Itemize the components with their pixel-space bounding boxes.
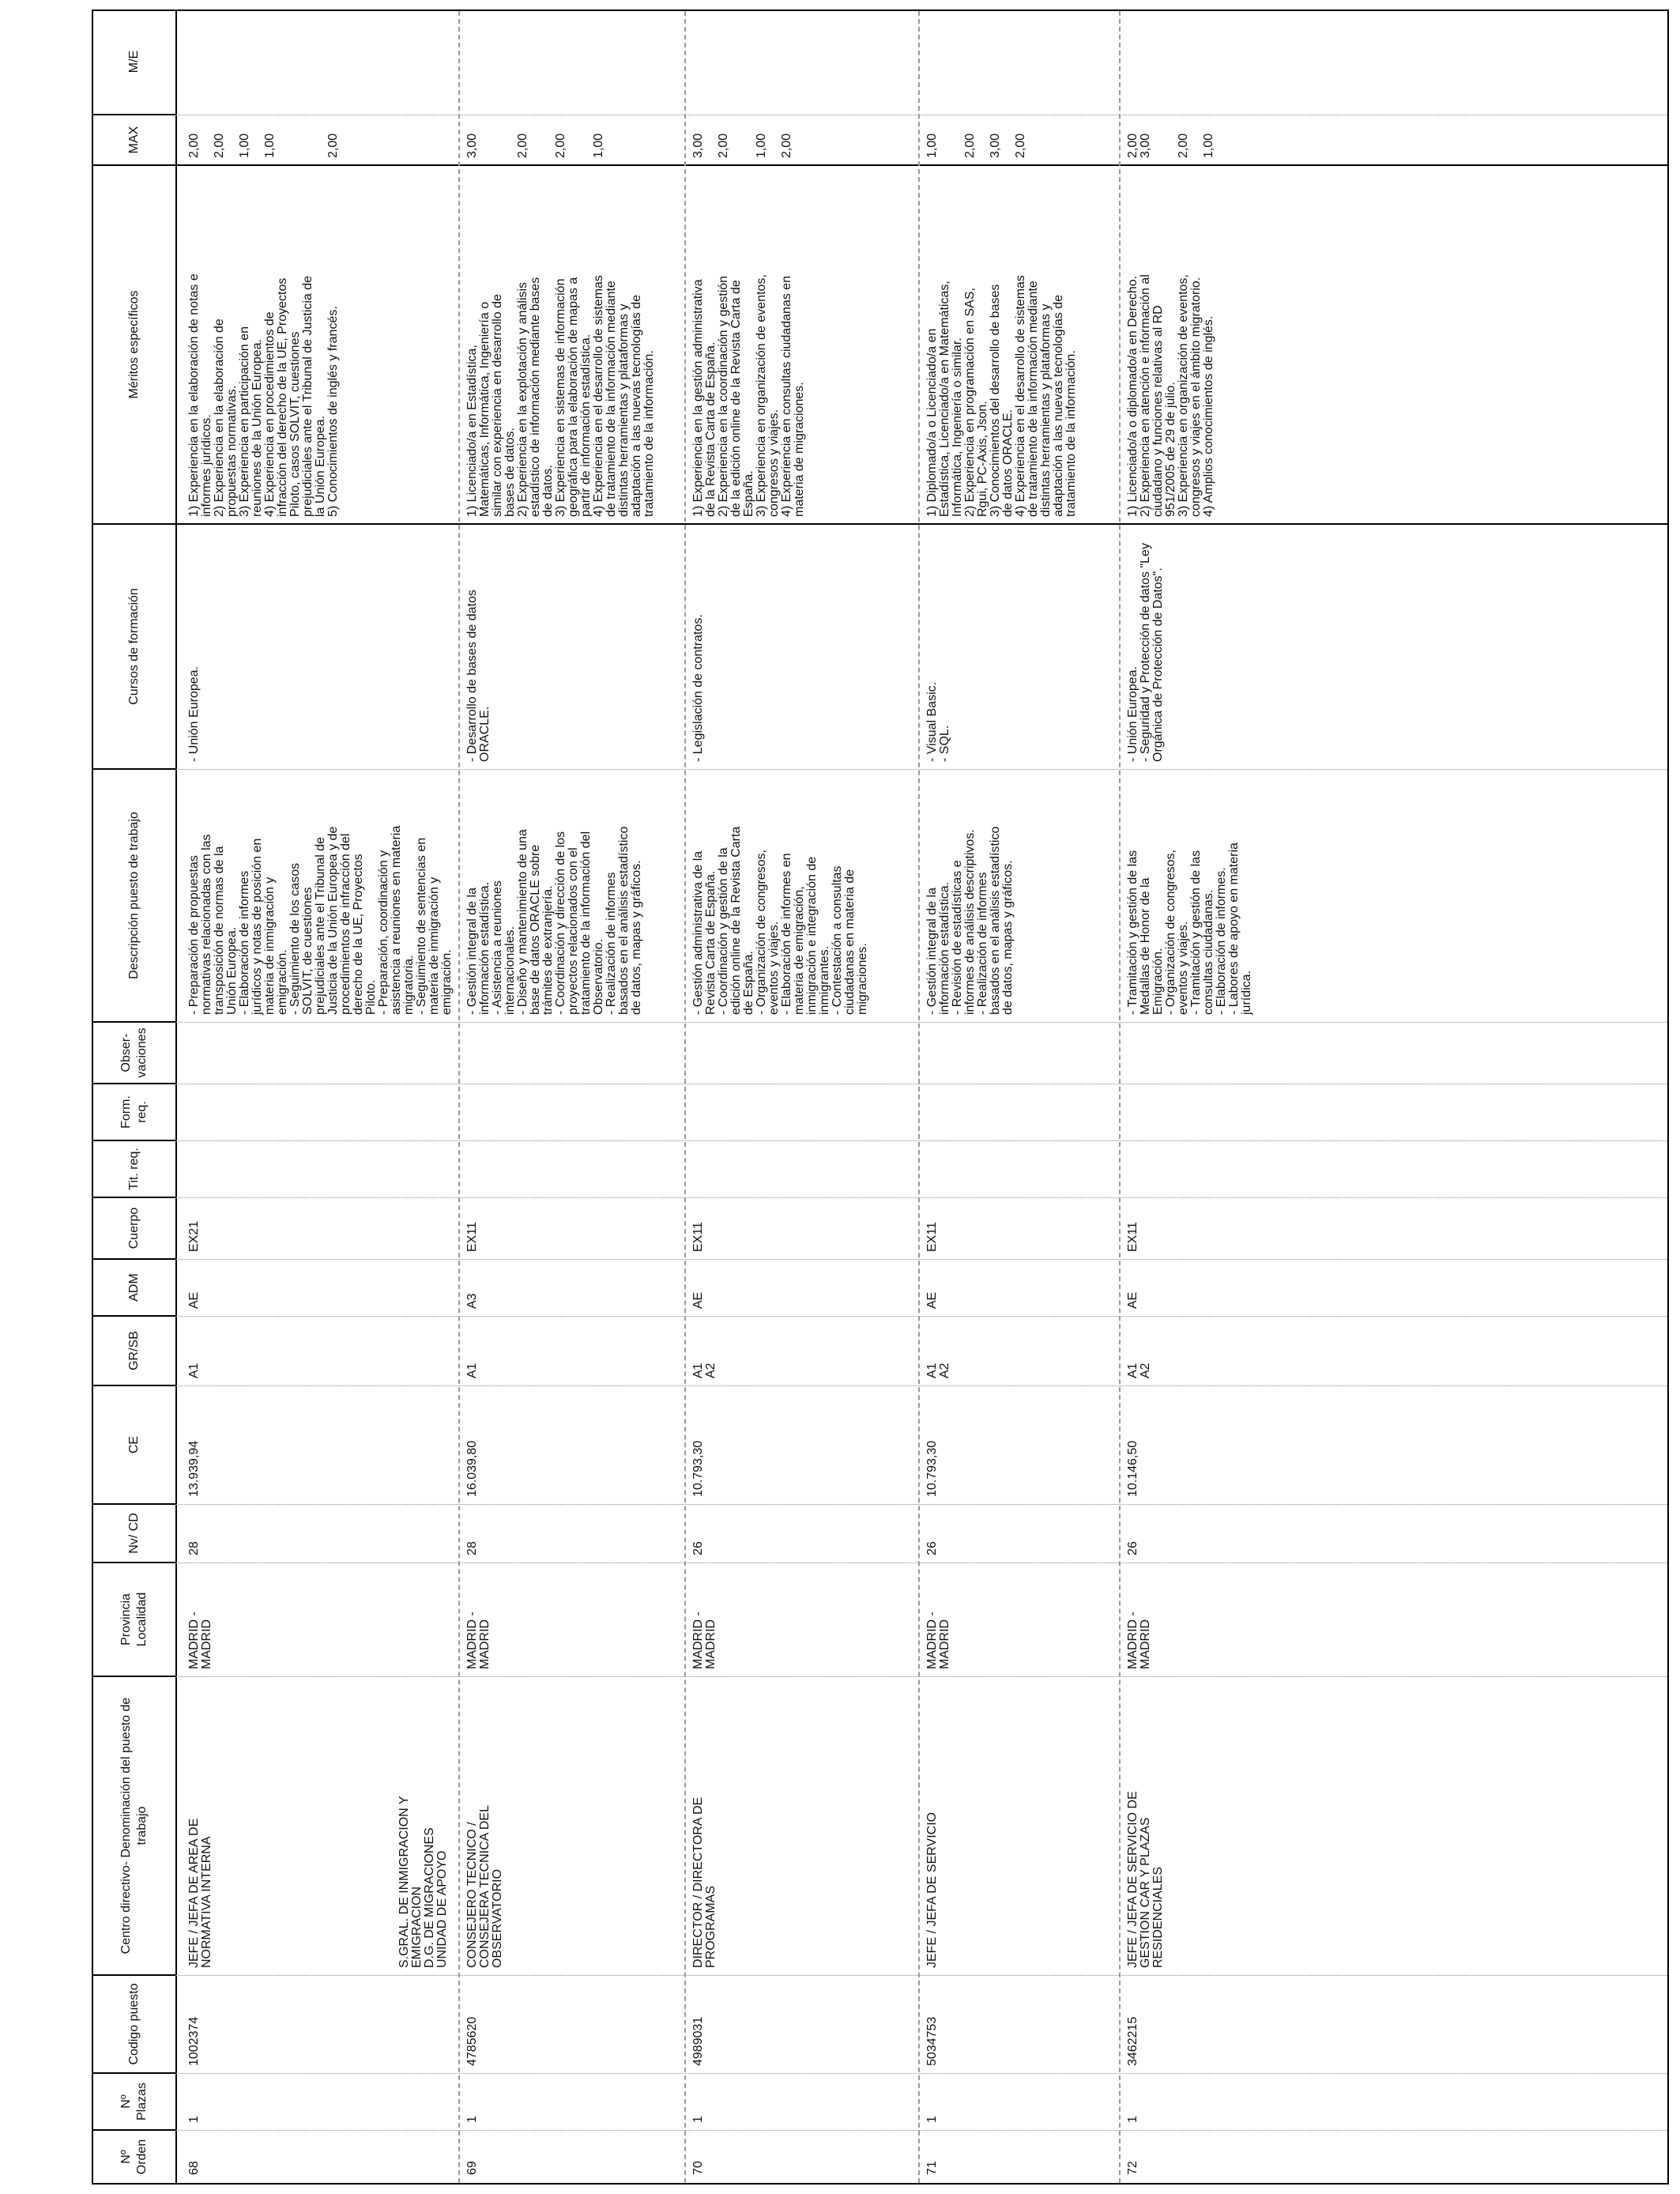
descripcion-line: - Seguimiento de sentencias en (415, 837, 428, 1015)
descripcion-line: basados en el análisis estadístico (617, 826, 631, 1015)
meritos-line: 1) Experiencia en la elaboración de notas e (187, 273, 201, 517)
provincia-localidad (466, 1612, 492, 1669)
meritos-line: bases de datos. (503, 428, 517, 517)
puesto-denominacion-line: NORMATIVA INTERNA (200, 1836, 213, 1968)
descripcion-line: - Realización de informes (605, 872, 618, 1015)
grupo-value (188, 1363, 201, 1378)
adm-value: AE (1126, 1291, 1139, 1309)
meritos-line: congresos y viajes. (767, 409, 781, 517)
meritos (188, 273, 340, 517)
meritos-line: 3) Experiencia en participación en (238, 326, 251, 517)
puesto-denominacion-line: DIRECTOR / DIRECTORA DE (691, 1796, 705, 1968)
puesto-denominacion-line: PROGRAMAS (704, 1885, 718, 1968)
descripcion-line: - Contestación a consultas (831, 865, 844, 1015)
meritos-line: de tratamiento de la información mediante (605, 281, 618, 517)
meritos-line: geográfica para la elaboración de mapas a (567, 277, 580, 517)
max-value: 3,00 (1139, 133, 1152, 158)
cursos-line: - Seguridad y Protección de datos "Ley (1139, 543, 1152, 762)
header-max: MAX (93, 115, 175, 166)
descripcion-line: - Preparación, coordinación y (377, 850, 390, 1015)
puesto-denominacion-line: OBSERVATORIO (491, 1868, 504, 1968)
puesto-denominacion-line: JEFE / JEFA DE SERVICIO (925, 1811, 939, 1968)
max-value: 1,00 (1202, 133, 1215, 158)
grupo-value (926, 1363, 951, 1378)
meritos-line: 4) Amplios conocimientos de inglés. (1202, 315, 1215, 517)
descripcion-line: procedimientos de infracción del (339, 833, 352, 1015)
meritos-line: 2) Experiencia en programación en SAS, (963, 288, 977, 517)
provincia-localidad-line: MADRID - (1126, 1612, 1139, 1669)
codigo-value: 4989031 (691, 2016, 705, 2066)
header-meritos: Méritos específicos (93, 166, 175, 525)
orden-value: 68 (187, 2161, 201, 2175)
descripcion-line: de España. (742, 951, 755, 1015)
meritos-line: informes jurídicos. (200, 414, 213, 517)
meritos (692, 274, 806, 517)
ce-value: 16.039,80 (465, 1440, 479, 1497)
puesto-denominacion-line: CONSEJERA TECNICA DEL (478, 1805, 492, 1968)
max-value: 1,00 (238, 133, 251, 158)
cursos-line: - Legislación de contratos. (691, 614, 705, 762)
meritos-line: distintas herramientas y plataformas y (617, 303, 631, 517)
descripcion-line: Revista Carta de España. (704, 870, 718, 1015)
meritos-line: 4) Experiencia en el desarrollo de sistemas (1014, 275, 1027, 517)
column-divider (175, 1385, 1667, 1386)
provincia-localidad (926, 1612, 951, 1669)
puesto-denominacion-line: JEFE / JEFA DE SERVICIO DE (1126, 1791, 1139, 1968)
descripcion-line: - Asistencia a reuniones (491, 880, 504, 1015)
descripcion-line: base de datos ORACLE sobre (529, 844, 542, 1015)
cursos-line: ORACLE. (478, 706, 492, 762)
puesto-denominacion-line: GESTION CAR Y PLAZAS (1139, 1817, 1152, 1968)
header-cursos: Cursos de formación (93, 525, 175, 770)
max-value: 2,00 (1126, 133, 1139, 158)
header-grupo: GR/SB (93, 1317, 175, 1386)
header-plazas: Nº Plazas (93, 2074, 175, 2131)
puesto-denominacion (926, 1812, 939, 1968)
row-separator (918, 11, 920, 2183)
orden-value: 69 (465, 2161, 479, 2175)
positions-table (92, 9, 1669, 2185)
descripcion-line: ciudadanas en materia de (843, 869, 857, 1015)
descripcion-line: - Elaboración de informes en (780, 853, 793, 1015)
meritos-line: 3) Experiencia en organización de eventos, (1177, 274, 1190, 517)
descripcion-line: - Tramitación y gestión de las (1189, 850, 1203, 1015)
meritos-line: 951/2005 de 29 de julio. (1164, 382, 1177, 517)
meritos-line: 4) Experiencia en consultas ciudadanas en (780, 275, 793, 517)
descripcion-line: informes de análisis descriptivos. (963, 829, 977, 1015)
cursos-line: - Desarrollo de bases de datos (465, 590, 479, 762)
descripcion-line: edición online de la Revista Carta (729, 826, 743, 1015)
meritos-line: 1) Licenciado/a o diplomado/a en Derecho. (1126, 275, 1139, 517)
meritos-line: 4) Experiencia en el desarrollo de sistemas (592, 275, 605, 517)
descripcion-line: materia de inmigración y (428, 876, 441, 1015)
descripcion-line: emigración. (440, 949, 454, 1015)
meritos-line: adaptación a las nuevas tecnologías de (630, 294, 643, 517)
column-divider (175, 1140, 1667, 1141)
descripcion-line: - Gestión integral de la (925, 888, 939, 1015)
meritos-line: 1) Diplomado/a o Licenciado/a en (925, 328, 939, 517)
cursos-line: - Visual Basic. (925, 681, 939, 762)
meritos-line: España. (742, 470, 755, 517)
meritos (466, 275, 656, 517)
max-value: 1,00 (755, 133, 768, 158)
header-descripcion: Descripción puesto de trabajo (93, 770, 175, 1023)
provincia-localidad-line: MADRID (200, 1619, 213, 1669)
provincia-localidad-line: MADRID (1139, 1619, 1152, 1669)
grupo-value-line: A2 (1139, 1363, 1152, 1378)
cursos-line: - Unión Europea. (1126, 666, 1139, 762)
meritos-line: Informática, Ingeniería o similar. (951, 337, 964, 517)
cuerpo-value: EX11 (925, 1222, 939, 1252)
meritos-line: de la Revista Carta de España. (704, 341, 718, 517)
grupo-value-line: A1 (465, 1363, 479, 1378)
meritos-line: ciudadano y funciones relativas al RD (1151, 305, 1165, 517)
orden-value: 71 (925, 2161, 939, 2175)
meritos-line: de la edición online de la Revista Carta de (729, 280, 743, 517)
max-value: 3,00 (989, 133, 1002, 158)
adm-value: AE (187, 1291, 201, 1309)
meritos-line: 3) Experiencia en organización de eventos, (755, 274, 768, 517)
header-ce: CE (93, 1386, 175, 1505)
meritos-line: de datos ORACLE. (1001, 409, 1015, 517)
orden-value: 70 (691, 2161, 705, 2175)
meritos-line: estadístico de información mediante bases (529, 277, 542, 517)
descripcion-line: SOLVIT, de cuestiones (301, 887, 315, 1015)
meritos-line: 5) Conocimientos de inglés y francés. (326, 306, 340, 517)
column-divider (175, 523, 1667, 525)
row-separator (684, 11, 686, 2183)
descripcion (692, 827, 869, 1015)
descripcion (466, 827, 643, 1015)
max-value: 2,00 (516, 133, 529, 158)
descripcion-line: basados en el análisis estadístico (989, 826, 1002, 1015)
centro-directivo-line: D.G. DE MIGRACIONES (423, 1827, 436, 1968)
descripcion-line: eventos y viajes. (767, 921, 781, 1015)
cuerpo-value: EX21 (187, 1220, 201, 1252)
max-value: 2,00 (187, 133, 201, 158)
descripcion-line: jurídicos y notas de posición en (250, 838, 264, 1015)
descripcion-line: trámites de extranjería. (541, 885, 555, 1015)
descripcion-line: asistencia a reuniones en materia (390, 825, 403, 1015)
descripcion-line: Unión Europea. (225, 926, 239, 1015)
cuerpo-value: EX11 (691, 1222, 705, 1252)
descripcion-line: migratoria. (402, 955, 416, 1015)
descripcion-line: emigración. (276, 949, 289, 1015)
max-value: 1,00 (263, 133, 277, 158)
descripcion-line: - Coordinación y gestión de la (717, 847, 730, 1015)
header-codigo: Codigo puesto (93, 1976, 175, 2074)
descripcion-line: - Gestión administrativa de la (691, 850, 705, 1015)
meritos-line: Matemáticas, Informática, Ingeniería o (478, 301, 492, 517)
meritos-line: 3) Conocimientos del desarrollo de bases (989, 284, 1002, 517)
header-titulacion: Tit. req. (93, 1141, 175, 1198)
descripcion-line: derecho de la UE, Proyectos (352, 854, 365, 1015)
descripcion (1127, 843, 1253, 1015)
puesto-denominacion (188, 1819, 213, 1968)
meritos-line: 2) Experiencia en la explotación y análisis (516, 281, 529, 517)
puesto-denominacion-line: RESIDENCIALES (1151, 1866, 1165, 1968)
grupo-value-line: A1 (1126, 1363, 1139, 1378)
meritos-line: reuniones de la Unión Europea. (250, 338, 264, 517)
provincia-localidad-line: MADRID (938, 1619, 951, 1669)
provincia-localidad-line: MADRID (478, 1619, 492, 1669)
descripcion-line: eventos y viajes. (1177, 921, 1190, 1015)
descripcion-line: - Seguimiento de los casos (288, 862, 302, 1015)
meritos-line: de tratamiento de la información mediante (1026, 281, 1040, 517)
meritos-line: 2) Experiencia en atención e información al (1139, 274, 1152, 517)
plazas-value: 1 (691, 2116, 705, 2123)
orden-value: 72 (1126, 2161, 1139, 2175)
codigo-value: 5034753 (925, 2016, 939, 2066)
provincia-localidad-line: MADRID (704, 1619, 718, 1669)
meritos-line: la Unión Europea. (314, 415, 327, 517)
centro-directivo (398, 1796, 449, 1968)
descripcion-line: Medallas de Honor de la (1139, 877, 1152, 1015)
descripcion-line: de datos, mapas y gráficos. (630, 860, 643, 1015)
header-me: M/E (93, 9, 175, 115)
meritos-line: propuestas normativas. (225, 385, 239, 517)
descripcion-line: - Labores de apoyo en materia (1227, 843, 1241, 1015)
descripcion-line: consultas ciudadanas. (1202, 889, 1215, 1015)
descripcion-line: inmigrantes. (818, 945, 831, 1015)
descripcion-line: información estadística. (478, 881, 492, 1015)
max-value: 1,00 (925, 133, 939, 158)
grupo-value-line: A1 (691, 1363, 705, 1378)
descripcion-line: Piloto. (364, 979, 378, 1015)
centro-directivo-line: S.GRAL. DE INMIGRACION Y (397, 1796, 411, 1968)
column-divider (175, 2130, 1667, 2131)
grupo-value (692, 1363, 718, 1378)
table-header (93, 11, 177, 2183)
meritos-line: 2) Experiencia en la coordinación y gestión (717, 275, 730, 517)
meritos (926, 275, 1078, 517)
centro-directivo-line: EMIGRACION (410, 1886, 424, 1968)
max-value: 2,00 (1177, 133, 1190, 158)
column-divider (175, 164, 1667, 166)
descripcion (188, 826, 454, 1015)
header-formacion: Form. req. (93, 1084, 175, 1141)
descripcion-line: internacionales. (503, 925, 517, 1015)
meritos-line: 1) Licenciado/a en Estadística, (465, 345, 479, 517)
plazas-value: 1 (187, 2116, 201, 2123)
descripcion (926, 827, 1015, 1015)
ce-value: 10.793,30 (925, 1440, 939, 1497)
descripcion-line: migraciones. (856, 943, 869, 1015)
descripcion-line: Justicia de la Unión Europea y de (326, 826, 340, 1015)
ce-value: 10.146,50 (1126, 1440, 1139, 1497)
descripcion-line: - Diseño y mantenimiento de una (516, 829, 529, 1015)
meritos-line: Rgui, PC-Axis, Json. (976, 401, 989, 517)
nivel-value: 28 (465, 1541, 479, 1555)
meritos-line: materia de migraciones. (793, 382, 806, 517)
descripcion-line: transposición de normas de la (213, 846, 226, 1015)
provincia-localidad-line: MADRID - (187, 1612, 201, 1669)
plazas-value: 1 (465, 2116, 479, 2123)
grupo-value (1127, 1363, 1152, 1378)
max-value: 2,00 (213, 133, 226, 158)
adm-value: AE (691, 1291, 705, 1309)
provincia-localidad (692, 1612, 718, 1669)
descripcion-line: - Organización de congresos, (755, 850, 768, 1015)
cursos (692, 614, 705, 762)
meritos-line: Piloto, casos SOLVIT, cuestiones (288, 331, 302, 517)
column-divider (175, 1022, 1667, 1023)
provincia-localidad-line: MADRID - (465, 1612, 479, 1669)
column-divider (175, 1197, 1667, 1198)
provincia-localidad-line: MADRID - (691, 1612, 705, 1669)
grupo-value-line: A2 (704, 1363, 718, 1378)
nivel-value: 26 (691, 1541, 705, 1555)
plazas-value: 1 (925, 2116, 939, 2123)
column-divider (175, 1975, 1667, 1976)
cursos (188, 666, 201, 762)
row-separator (1119, 11, 1121, 2183)
meritos-line: similar con experiencia en desarrollo de (491, 294, 504, 517)
max-value: 2,00 (554, 133, 567, 158)
descripcion-line: normativas relacionadas con las (200, 834, 213, 1015)
meritos-line: 1) Experiencia en la gestión administrativa (691, 279, 705, 517)
meritos-line: infracción del derecho de la UE, Proyectos (276, 277, 289, 517)
header-nivel: Nv/ CD (93, 1505, 175, 1563)
meritos-line: de datos. (541, 465, 555, 517)
max-value: 3,00 (465, 133, 479, 158)
descripcion-line: tratamiento de la información del (579, 831, 593, 1015)
meritos-line: 4) Experiencia en procedimientos de (263, 311, 277, 517)
header-orden: Nº Orden (119, 2139, 149, 2175)
puesto-denominacion (466, 1805, 504, 1968)
header-centro: Centro directivo- Denominación del puesto de trabajo (93, 1677, 175, 1976)
cursos-line: - SQL. (938, 725, 951, 762)
adm-value: AE (925, 1291, 939, 1309)
header-observaciones: Obser- vaciones (93, 1023, 175, 1084)
nivel-value: 26 (925, 1541, 939, 1555)
adm-value: A3 (465, 1293, 479, 1309)
codigo-value: 1002374 (187, 2016, 201, 2066)
meritos-line: adaptación a las nuevas tecnologías de (1052, 294, 1065, 517)
ce-value: 13.939,94 (187, 1440, 201, 1497)
meritos-line: 3) Experiencia en sistemas de información (554, 278, 567, 517)
meritos-line: tratamiento de la información. (1064, 350, 1078, 517)
meritos-line: partir de información estadística. (579, 334, 593, 517)
puesto-denominacion-line: CONSEJERO TECNICO / (465, 1822, 479, 1968)
meritos-line: distintas herramientas y plataformas y (1039, 303, 1053, 517)
descripcion-line: - Revisión de estadísticas e (951, 860, 964, 1015)
descripcion-line: prejudiciales ante el Tribunal de (314, 836, 327, 1015)
cursos (466, 590, 492, 762)
puesto-denominacion (692, 1797, 718, 1968)
meritos-line: congresos y viajes en el ámbito migratorio. (1189, 277, 1203, 517)
header-adm: ADM (93, 1260, 175, 1317)
descripcion-line: - Elaboración de informes. (1215, 867, 1228, 1015)
max-value: 2,00 (1014, 133, 1027, 158)
codigo-value: 3462215 (1126, 2016, 1139, 2066)
descripcion-line: inmigración e integración de (805, 856, 819, 1015)
provincia-localidad-line: MADRID - (925, 1612, 939, 1669)
puesto-denominacion (1127, 1791, 1165, 1968)
grupo-value-line: A1 (187, 1363, 201, 1378)
column-divider (175, 2073, 1667, 2074)
meritos-line: Estadística, Licenciado/a en Matemáticas, (938, 281, 951, 517)
descripcion-line: - Realización de informes (976, 872, 989, 1015)
puesto-denominacion-line: JEFE / JEFA DE AREA DE (187, 1818, 201, 1968)
max-value: 2,00 (326, 133, 340, 158)
descripcion-line: materia de inmigración y (263, 876, 277, 1015)
column-divider (175, 1259, 1667, 1260)
nivel-value: 26 (1126, 1541, 1139, 1555)
descripcion-line: - Tramitación y gestión de las (1126, 850, 1139, 1015)
grupo-value (466, 1363, 479, 1378)
descripcion-line: jurídica. (1240, 970, 1253, 1015)
meritos-line: 2) Experiencia en la elaboración de (213, 319, 226, 517)
cursos-line: Orgánica de Protección de Datos". (1151, 567, 1165, 762)
max-value: 2,00 (963, 133, 977, 158)
descripcion-line: - Gestión integral de la (465, 888, 479, 1015)
max-value: 2,00 (780, 133, 793, 158)
row-separator (458, 11, 460, 2183)
max-value: 3,00 (691, 133, 705, 158)
max-value: 1,00 (592, 133, 605, 158)
column-divider (175, 1316, 1667, 1317)
centro-directivo-line: UNIDAD DE APOYO (435, 1850, 449, 1968)
descripcion-line: información estadística. (938, 881, 951, 1015)
descripcion-line: - Organización de congresos, (1164, 850, 1177, 1015)
descripcion-line: de datos, mapas y gráficos. (1001, 860, 1015, 1015)
codigo-value: 4785620 (465, 2016, 479, 2066)
meritos-line: tratamiento de la información. (642, 350, 656, 517)
meritos-line: prejudiciales ante el Tribunal de Justicia de (301, 275, 315, 517)
column-divider (175, 1504, 1667, 1505)
meritos (1127, 274, 1215, 517)
descripcion-line: - Elaboración de informes (238, 870, 251, 1015)
cuerpo-value: EX11 (1126, 1222, 1139, 1252)
descripcion-line: - Preparación de propuestas (187, 855, 201, 1015)
provincia-localidad (1127, 1612, 1152, 1669)
grupo-value-line: A1 (925, 1363, 939, 1378)
column-divider (175, 1676, 1667, 1677)
descripcion-line: Observatorio. (592, 938, 605, 1015)
header-provincia: Provincia Localidad (93, 1563, 175, 1677)
descripcion-line: Emigración. (1151, 948, 1165, 1015)
descripcion-line: materia de emigración, (793, 886, 806, 1015)
ce-value: 10.793,30 (691, 1440, 705, 1497)
descripcion-line: - Coordinación y dirección de los (554, 831, 567, 1015)
column-divider (175, 769, 1667, 770)
header-cuerpo: Cuerpo (93, 1198, 175, 1260)
cursos (1127, 543, 1165, 762)
grupo-value-line: A2 (938, 1363, 951, 1378)
descripcion-line: proyectos relacionados con el (567, 847, 580, 1015)
cursos-line: - Unión Europea. (187, 666, 201, 762)
max-value: 2,00 (717, 133, 730, 158)
cuerpo-value: EX11 (465, 1222, 479, 1252)
cursos (926, 682, 951, 762)
provincia-localidad (188, 1612, 213, 1669)
plazas-value: 1 (1126, 2116, 1139, 2123)
nivel-value: 28 (187, 1541, 201, 1555)
